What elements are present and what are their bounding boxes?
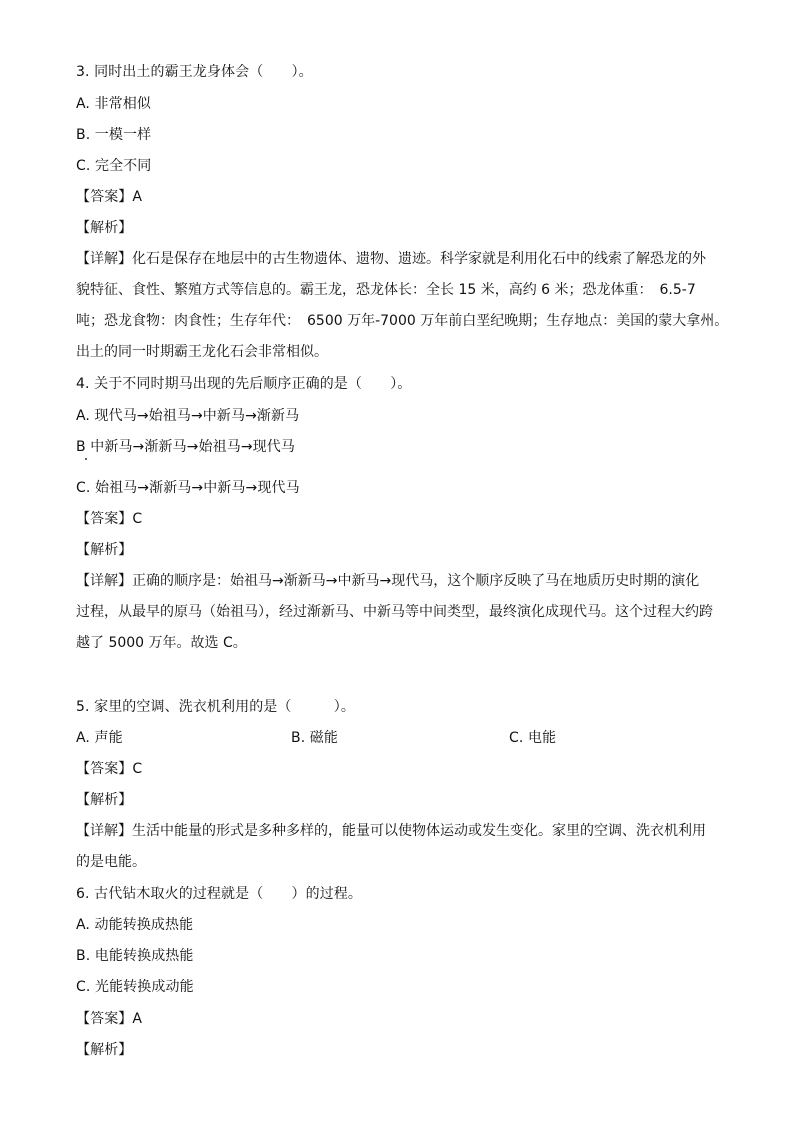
question-3-detail-row: 【详解】化石是保存在地层中的古生物遗体、遗物、遗迹。科学家就是利用化石中的线索了解恐龙的外 <box>76 251 706 267</box>
question-4-stem: 4. 关于不同时期马出现的先后顺序正确的是（ ）。 <box>76 376 412 392</box>
question-5-analysis-label: 【解析】 <box>76 792 133 808</box>
question-4-detail-row: 【详解】正确的顺序是：始祖马→渐新马→中新马→现代马，这个顺序反映了马在地质历史时期的演化 <box>76 573 700 589</box>
question-5-option-b: B. 磁能 <box>291 730 339 746</box>
question-5-options <box>76 728 718 748</box>
question-5-detail-row: 【详解】生活中能量的形式是多种多样的，能量可以使物体运动或发生变化。家里的空调、洗衣机利用 <box>76 823 706 839</box>
question-3-analysis-label: 【解析】 <box>76 220 133 236</box>
question-6-option-c: C. 光能转换成动能 <box>76 979 194 995</box>
question-3-detail-row: 吨；恐龙食物：肉食性；生存年代： 6500 万年-7000 万年前白垩纪晚期；生存地点：美国的蒙大拿州。 <box>76 313 729 329</box>
question-3-option-c: C. 完全不同 <box>76 158 152 174</box>
question-6-analysis-label: 【解析】 <box>76 1042 133 1058</box>
question-3-option-b: B. 一模一样 <box>76 127 152 143</box>
question-3-detail-row: 貌特征、食性、繁殖方式等信息的。霸王龙，恐龙体长：全长 15 米，高约 6 米；恐龙体重： 6.5-7 <box>76 282 696 298</box>
question-6-option-a: A. 动能转换成热能 <box>76 917 194 933</box>
question-4-answer: 【答案】C <box>76 511 143 527</box>
question-5-stem: 5. 家里的空调、洗衣机利用的是（ ）。 <box>76 699 356 715</box>
question-5-detail-row: 的是电能。 <box>76 854 146 870</box>
question-5-detail <box>76 816 718 878</box>
question-4-detail <box>76 566 718 659</box>
question-3-detail-row: 出土的同一时期霸王龙化石会非常相似。 <box>76 344 328 360</box>
question-3-answer: 【答案】A <box>76 189 143 205</box>
question-6-option-b: B. 电能转换成热能 <box>76 948 194 964</box>
question-3-detail <box>76 244 729 368</box>
question-5-option-a: A. 声能 <box>76 730 123 746</box>
stray-dot <box>85 458 87 460</box>
question-4-option-b: B 中新马→渐新马→始祖马→现代马 <box>76 439 295 455</box>
question-4-analysis-label: 【解析】 <box>76 542 133 558</box>
question-4-option-c: C. 始祖马→渐新马→中新马→现代马 <box>76 480 300 496</box>
question-6-answer: 【答案】A <box>76 1011 143 1027</box>
question-5-option-c: C. 电能 <box>509 730 557 746</box>
question-4-detail-row: 过程，从最早的原马（始祖马），经过渐新马、中新马等中间类型，最终演化成现代马。这个过程大约跨 <box>76 604 713 620</box>
question-3-stem: 3. 同时出土的霸王龙身体会（ ）。 <box>76 64 313 80</box>
question-6-stem: 6. 古代钻木取火的过程就是（ ）的过程。 <box>76 886 363 902</box>
question-5-answer: 【答案】C <box>76 761 143 777</box>
question-4-option-a: A. 现代马→始祖马→中新马→渐新马 <box>76 408 300 424</box>
question-3-option-a: A. 非常相似 <box>76 96 151 112</box>
question-4-detail-row: 越了 5000 万年。故选 C。 <box>76 635 247 651</box>
